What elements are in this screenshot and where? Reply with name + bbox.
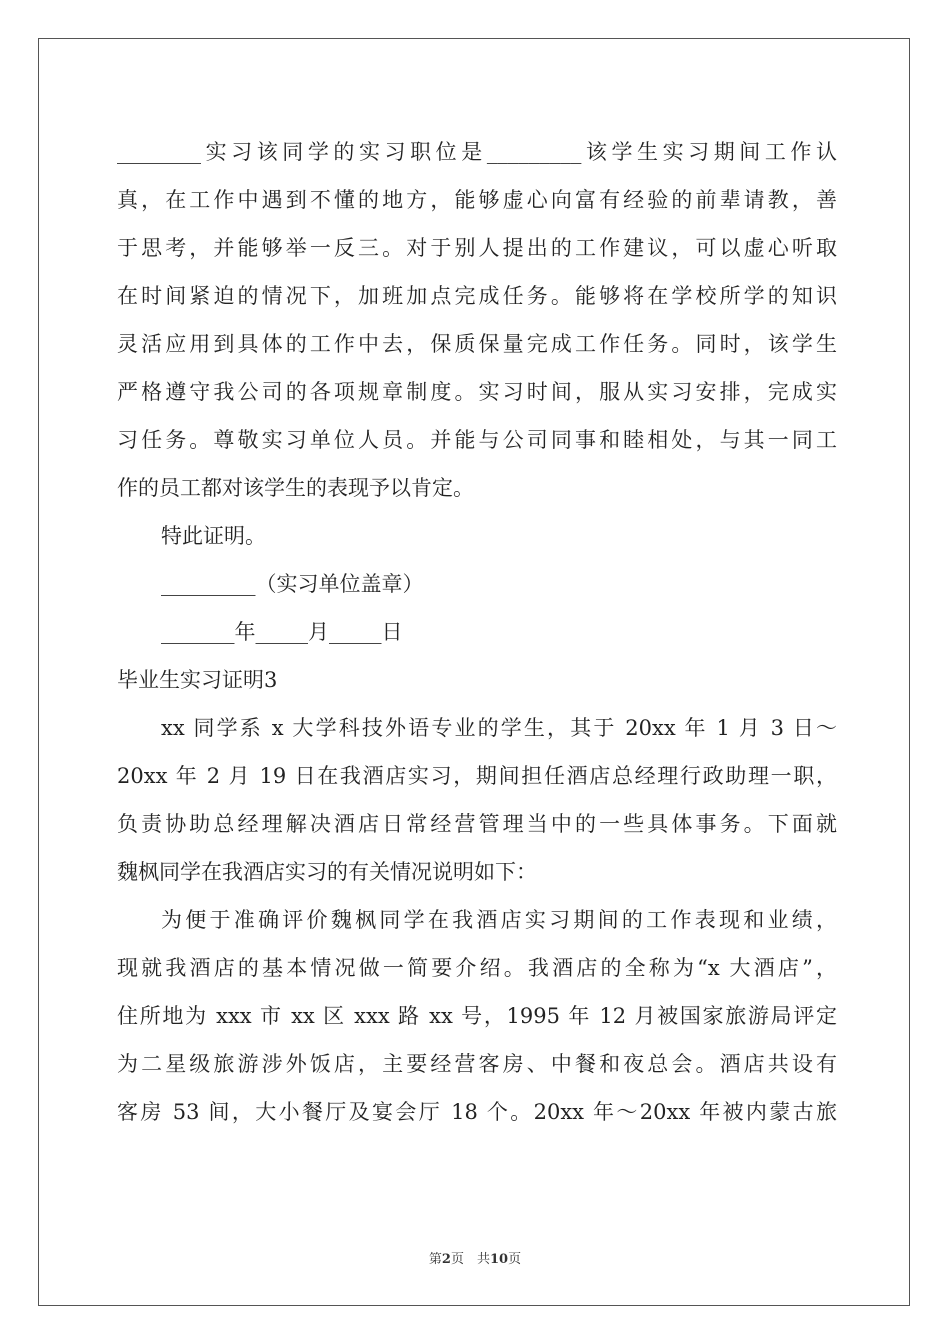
paragraph-line: 在时间紧迫的情况下，加班加点完成任务。能够将在学校所学的知识	[117, 284, 837, 308]
paragraph-line: 魏枫同学在我酒店实习的有关情况说明如下：	[117, 860, 537, 884]
seal-line: _________（实习单位盖章）	[161, 572, 424, 596]
page-number-footer	[0, 1248, 950, 1267]
paragraph-line: 负责协助总经理解决酒店日常经营管理当中的一些具体事务。下面就	[117, 812, 837, 836]
page-suffix: 页	[508, 1252, 522, 1267]
current-page-number: 2	[441, 1252, 451, 1267]
paragraph-line: 20xx 年 2 月 19 日在我酒店实习，期间担任酒店总经理行政助理一职，	[117, 764, 837, 788]
paragraph-line: xx 同学系 x 大学科技外语专业的学生，其于 20xx 年 1 月 3 日～	[161, 716, 837, 740]
paragraph-line: 习任务。尊敬实习单位人员。并能与公司同事和睦相处，与其一同工	[117, 428, 837, 452]
paragraph-line: 灵活应用到具体的工作中去，保质保量完成工作任务。同时，该学生	[117, 332, 837, 356]
section-title: 毕业生实习证明3	[117, 668, 278, 692]
paragraph-line: 住所地为 xxx 市 xx 区 xxx 路 xx 号，1995 年 12 月被国家旅游局评定	[117, 1004, 837, 1028]
paragraph-line: 现就我酒店的基本情况做一简要介绍。我酒店的全称为“x 大酒店”，	[117, 956, 837, 980]
paragraph-line: 为便于准确评价魏枫同学在我酒店实习期间的工作表现和业绩，	[161, 908, 837, 932]
total-page-number: 10	[489, 1252, 509, 1267]
page-mid-text: 页 共	[450, 1252, 490, 1267]
date-line: _______年_____月_____日	[161, 620, 403, 644]
paragraph-line: 真，在工作中遇到不懂的地方，能够虚心向富有经验的前辈请教，善	[117, 188, 837, 212]
document-body	[117, 128, 837, 1136]
paragraph-line: 于思考，并能够举一反三。对于别人提出的工作建议，可以虚心听取	[117, 236, 837, 260]
paragraph-line: 客房 53 间，大小餐厅及宴会厅 18 个。20xx 年～20xx 年被内蒙古旅	[117, 1100, 837, 1124]
paragraph-line: 作的员工都对该学生的表现予以肯定。	[117, 476, 474, 500]
page-prefix: 第	[428, 1252, 442, 1267]
paragraph-line: 严格遵守我公司的各项规章制度。实习时间，服从实习安排，完成实	[117, 380, 837, 404]
paragraph-line: 为二星级旅游涉外饭店，主要经营客房、中餐和夜总会。酒店共设有	[117, 1052, 837, 1076]
paragraph-line: ________实习该同学的实习职位是_________该学生实习期间工作认	[117, 140, 837, 164]
certify-statement: 特此证明。	[161, 524, 266, 548]
